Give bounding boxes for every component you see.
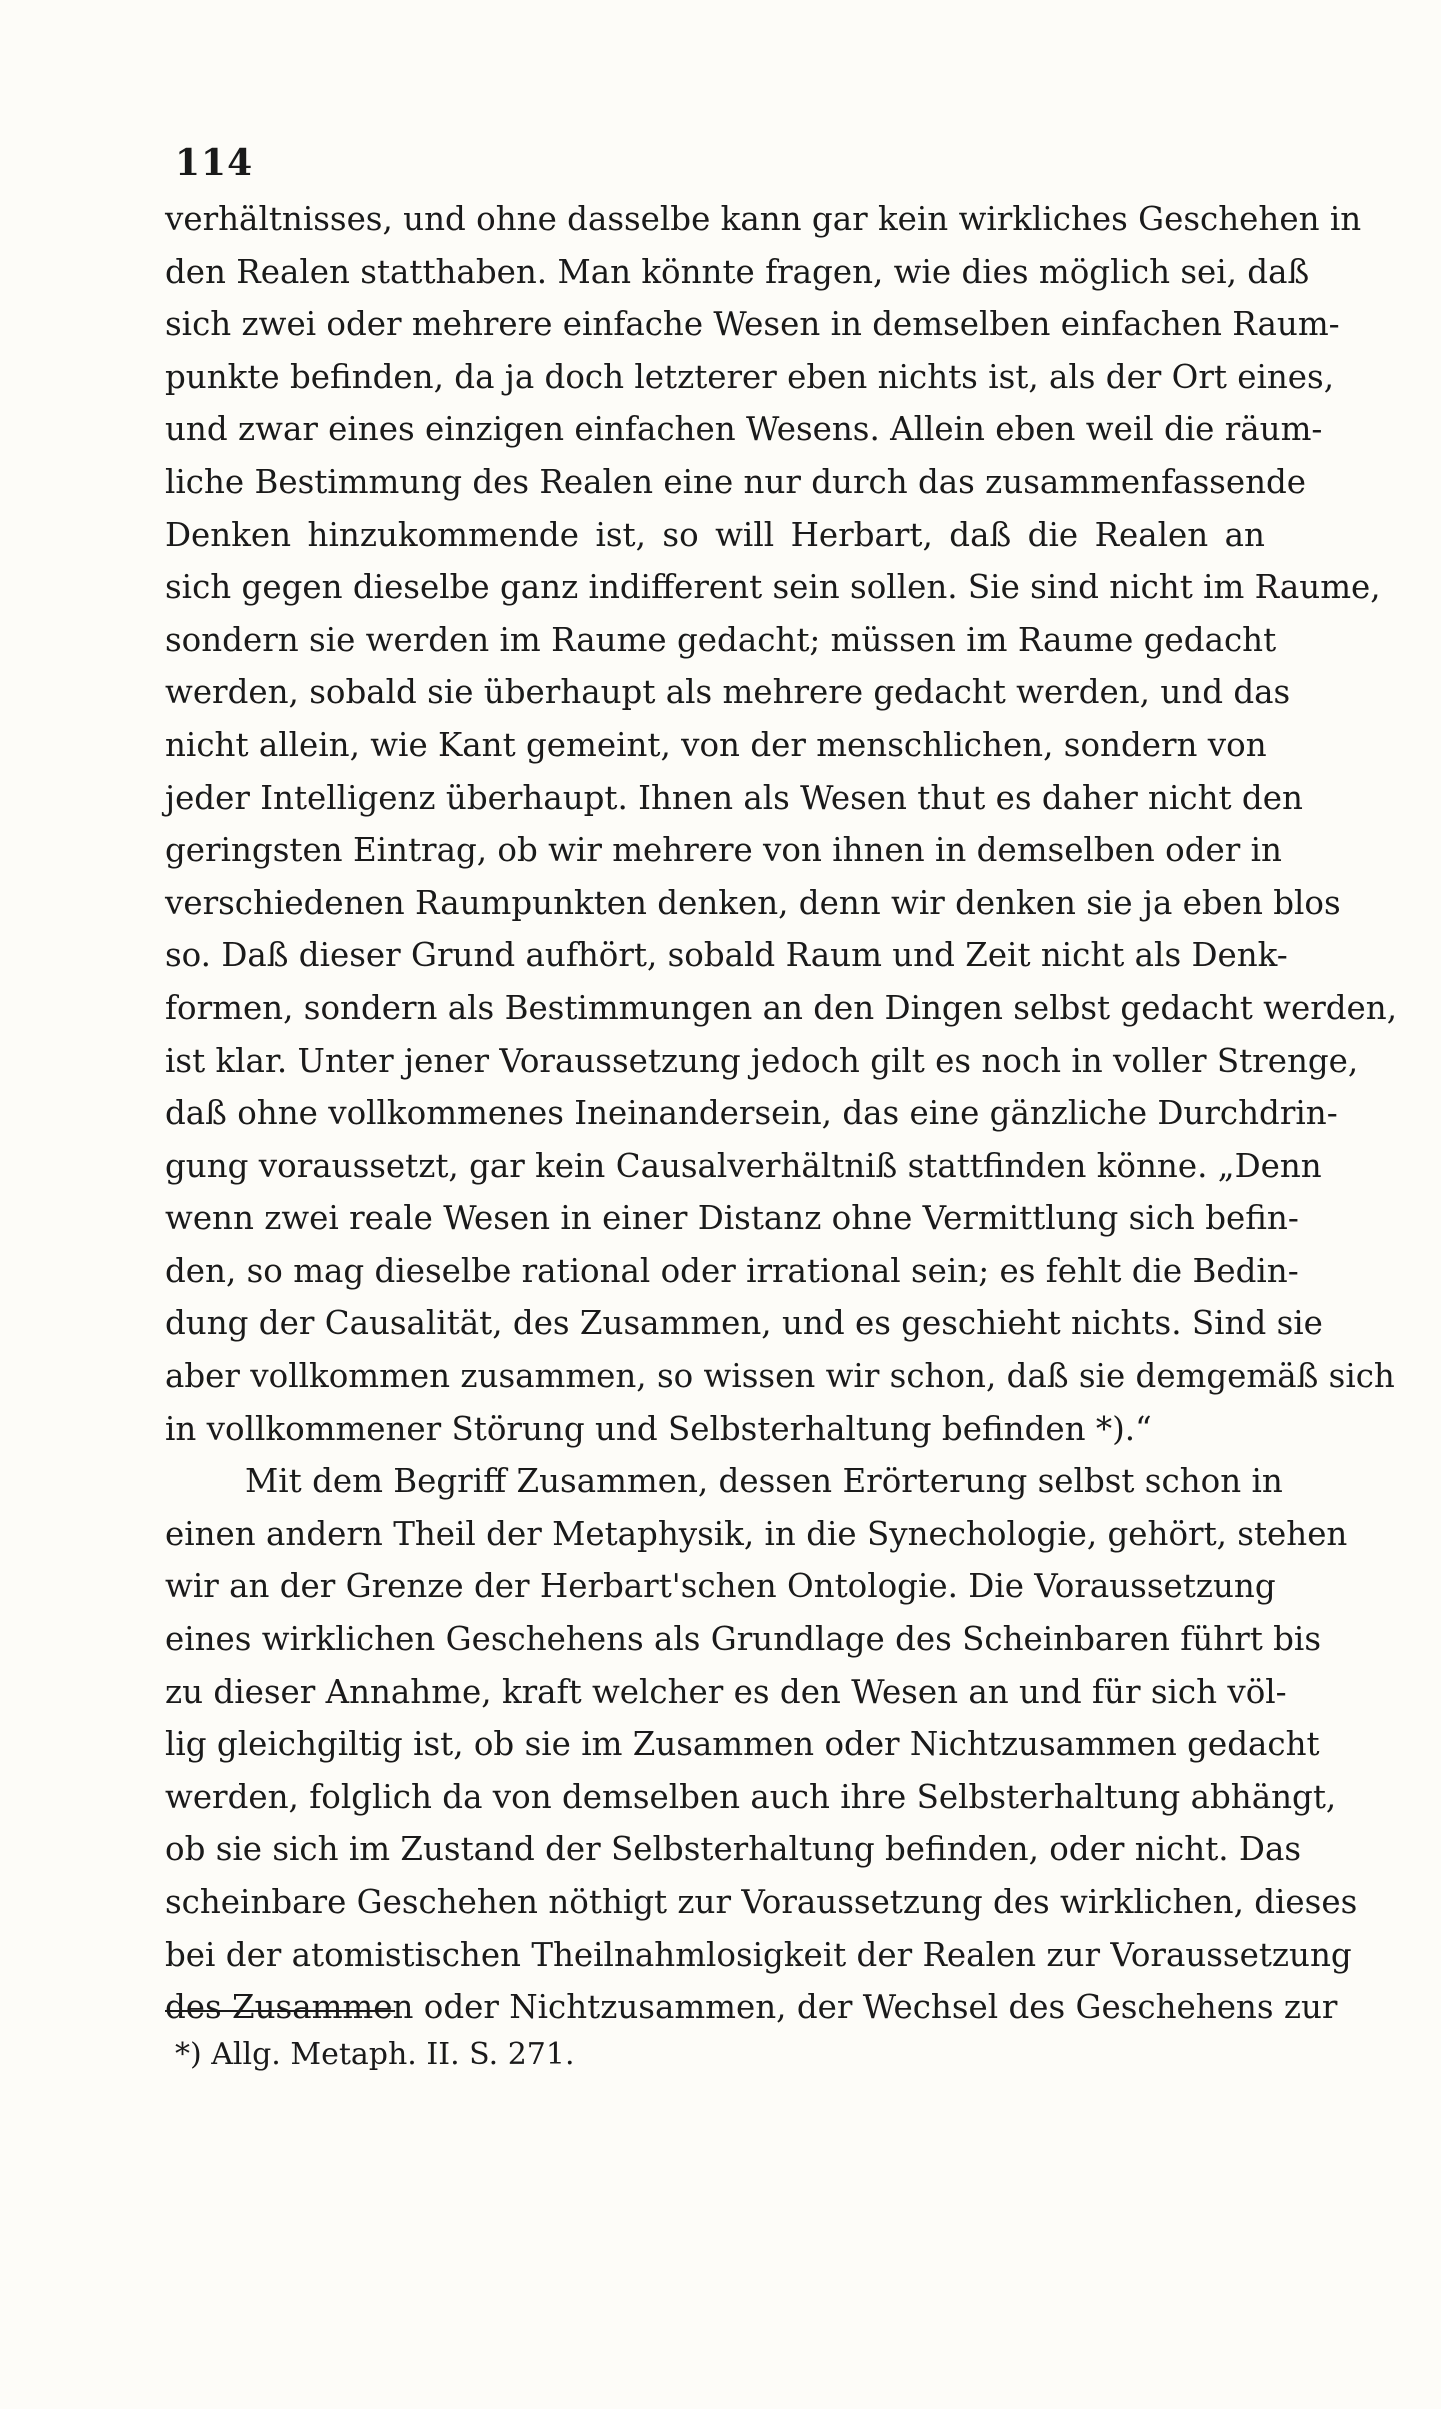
text-line: jeder Intelligenz überhaupt. Ihnen als Wesen thut es daher nicht den <box>165 778 1303 817</box>
text-line: geringsten Eintrag, ob wir mehrere von ihnen in demselben oder in <box>165 831 1282 870</box>
text-line: und zwar eines einzigen einfachen Wesens. Allein eben weil die räum- <box>165 410 1323 449</box>
text-line: gung voraussetzt, gar kein Causalverhältniß stattfinden könne. „Denn <box>165 1146 1322 1185</box>
text-line: verhältnisses, und ohne dasselbe kann gar kein wirkliches Geschehen in <box>165 200 1362 238</box>
text-line: werden, sobald sie überhaupt als mehrere gedacht werden, und das <box>165 673 1291 712</box>
text-line: wenn zwei reale Wesen in einer Distanz ohne Vermittlung sich befin- <box>165 1199 1299 1238</box>
text-line: punkte befinden, da ja doch letzterer eben nichts ist, als der Ort eines, <box>165 357 1335 396</box>
text-line: ist klar. Unter jener Voraussetzung jedoch gilt es noch in voller Strenge, <box>165 1041 1359 1080</box>
text-line: einen andern Theil der Metaphysik, in die Synechologie, gehört, stehen <box>165 1514 1348 1553</box>
text-line: sich zwei oder mehrere einfache Wesen in demselben einfachen Raum- <box>165 305 1340 344</box>
text-line: daß ohne vollkommenes Ineinandersein, das eine gänzliche Durchdrin- <box>165 1094 1338 1133</box>
text-line: eines wirklichen Geschehens als Grundlage des Scheinbaren führt bis <box>165 1620 1322 1659</box>
text-line: dung der Causalität, des Zusammen, und es geschieht nichts. Sind sie <box>165 1304 1323 1343</box>
text-line: in vollkommener Störung und Selbsterhaltung befinden *).“ <box>165 1409 1152 1448</box>
text-line: des Zusammen oder Nichtzusammen, der Wechsel des Geschehens zur <box>165 1988 1338 2027</box>
text-line: so. Daß dieser Grund aufhört, sobald Raum und Zeit nicht als Denk- <box>165 936 1288 975</box>
text-line: aber vollkommen zusammen, so wissen wir schon, daß sie demgemäß sich <box>165 1357 1395 1396</box>
text-line: ob sie sich im Zustand der Selbsterhaltung befinden, oder nicht. Das <box>165 1830 1302 1869</box>
text-line: den, so mag dieselbe rational oder irrational sein; es fehlt die Bedin- <box>165 1251 1299 1290</box>
text-line: sich gegen dieselbe ganz indifferent sein sollen. Sie sind nicht im Raume, <box>165 568 1381 607</box>
text-line: wir an der Grenze der Herbart'schen Ontologie. Die Voraussetzung <box>165 1567 1276 1606</box>
footnote-divider <box>165 2010 395 2012</box>
text-line: werden, folglich da von demselben auch ihre Selbsterhaltung abhängt, <box>165 1777 1337 1816</box>
paragraph-start-line: Mit dem Begriff Zusammen, dessen Erörterung selbst schon in <box>245 1462 1283 1501</box>
text-line: formen, sondern als Bestimmungen an den Dingen selbst gedacht werden, <box>165 988 1398 1027</box>
text-line: verschiedenen Raumpunkten denken, denn wir denken sie ja eben blos <box>165 883 1341 922</box>
footnote: *) Allg. Metaph. II. S. 271. <box>175 2037 575 2072</box>
body-text <box>165 193 1398 2034</box>
text-line: scheinbare Geschehen nöthigt zur Voraussetzung des wirklichen, dieses <box>165 1883 1358 1921</box>
text-line: zu dieser Annahme, kraft welcher es den Wesen an und für sich völ- <box>165 1672 1287 1711</box>
page-number: 114 <box>175 142 254 184</box>
text-line: bei der atomistischen Theilnahmlosigkeit der Realen zur Voraussetzung <box>165 1935 1352 1974</box>
text-line: liche Bestimmung des Realen eine nur durch das zusammenfassende <box>165 462 1307 501</box>
text-line: Denken hinzukommende ist, so will Herbart, daß die Realen an <box>165 515 1265 554</box>
text-line: sondern sie werden im Raume gedacht; müssen im Raume gedacht <box>165 620 1277 659</box>
text-line: lig gleichgiltig ist, ob sie im Zusammen oder Nichtzusammen gedacht <box>165 1725 1320 1764</box>
text-line: den Realen statthaben. Man könnte fragen, wie dies möglich sei, daß <box>165 252 1310 291</box>
text-line: nicht allein, wie Kant gemeint, von der menschlichen, sondern von <box>165 725 1267 764</box>
